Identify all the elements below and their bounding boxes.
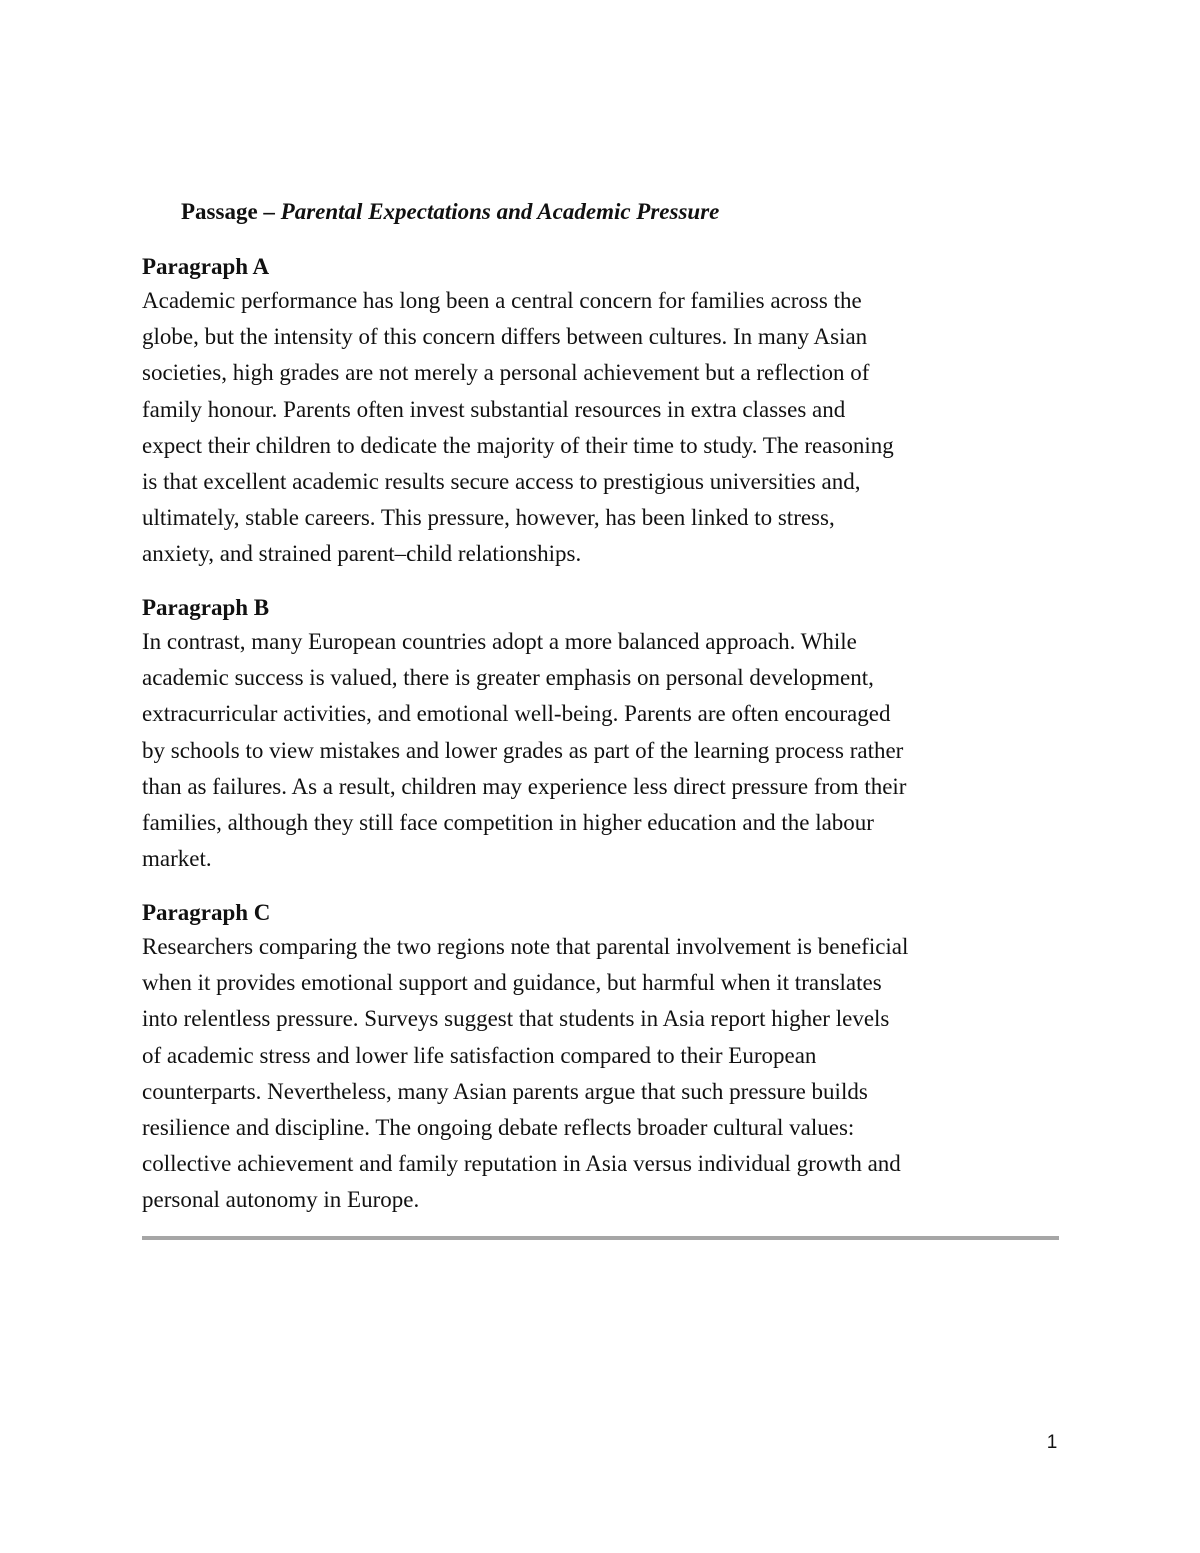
- title-main: Parental Expectations and Academic Pressure: [280, 199, 720, 224]
- text-line: when it provides emotional support and guidance, but harmful when it translates: [142, 970, 882, 996]
- text-line: Researchers comparing the two regions note that parental involvement is beneficial: [142, 934, 909, 959]
- paragraph-a-text: [142, 283, 1062, 573]
- text-line: into relentless pressure. Surveys suggest that students in Asia report higher levels: [142, 1006, 890, 1032]
- text-line: market.: [142, 846, 212, 872]
- horizontal-divider: [142, 1236, 1059, 1240]
- paragraph-c-section: [142, 897, 1062, 1219]
- title-prefix: Passage –: [181, 199, 281, 224]
- paragraph-a-heading: Paragraph A: [142, 254, 270, 279]
- text-line: personal autonomy in Europe.: [142, 1187, 420, 1213]
- text-line: ultimately, stable careers. This pressure, however, has been linked to stress,: [142, 505, 835, 531]
- text-line: resilience and discipline. The ongoing debate reflects broader cultural values:: [142, 1115, 855, 1141]
- text-line: of academic stress and lower life satisfaction compared to their European: [142, 1042, 817, 1068]
- text-line: anxiety, and strained parent–child relationships.: [142, 541, 582, 567]
- paragraph-c-text: [142, 929, 1062, 1219]
- text-line: expect their children to dedicate the majority of their time to study. The reasoning: [142, 432, 894, 458]
- text-line: is that excellent academic results secure access to prestigious universities and,: [142, 469, 861, 495]
- text-line: collective achievement and family reputation in Asia versus individual growth and: [142, 1151, 901, 1177]
- page-number: 1: [1046, 1432, 1058, 1453]
- paragraph-b-heading: Paragraph B: [142, 595, 270, 620]
- text-line: Academic performance has long been a central concern for families across the: [142, 288, 862, 313]
- text-line: by schools to view mistakes and lower grades as part of the learning process rather: [142, 737, 904, 763]
- text-line: extracurricular activities, and emotional well-being. Parents are often encouraged: [142, 701, 891, 727]
- text-line: families, although they still face competition in higher education and the labour: [142, 810, 874, 836]
- paragraph-b-section: [142, 592, 1062, 877]
- paragraph-c-heading: Paragraph C: [142, 900, 271, 925]
- text-line: In contrast, many European countries adopt a more balanced approach. While: [142, 629, 857, 654]
- text-line: societies, high grades are not merely a personal achievement but a reflection of: [142, 360, 870, 386]
- text-line: family honour. Parents often invest substantial resources in extra classes and: [142, 396, 846, 422]
- text-line: counterparts. Nevertheless, many Asian parents argue that such pressure builds: [142, 1078, 868, 1104]
- text-line: globe, but the intensity of this concern differs between cultures. In many Asian: [142, 324, 868, 350]
- paragraph-a-section: [142, 251, 1062, 573]
- paragraph-b-text: [142, 624, 1062, 877]
- text-line: than as failures. As a result, children may experience less direct pressure from their: [142, 773, 907, 799]
- passage-title: [181, 196, 719, 228]
- text-line: academic success is valued, there is greater emphasis on personal development,: [142, 665, 874, 691]
